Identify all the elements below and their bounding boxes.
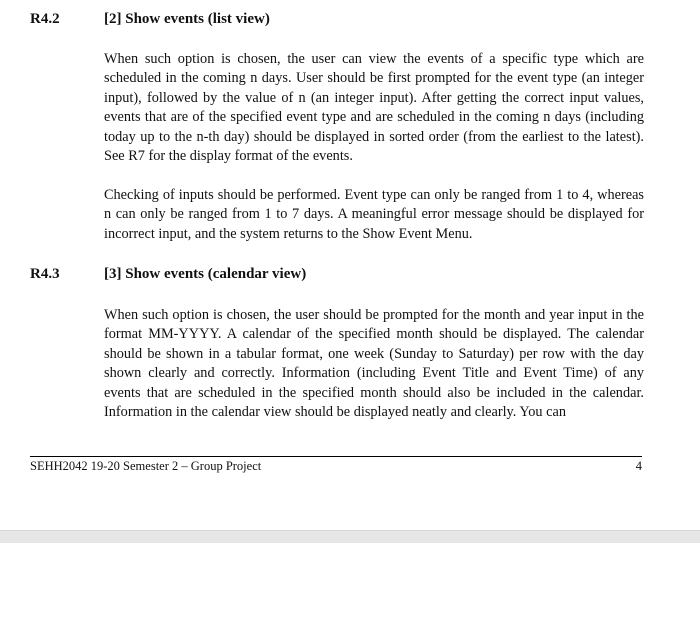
paragraph: When such option is chosen, the user should be prompted for the month and year input in the format MM-YYYY. A calendar of the specified month should be displayed. The calendar should be shown in a tabular format, one week (Sunday to Saturday) per row with the day shown clearly and correctly. Information (including Event Title and Event Time) of any events that are scheduled in the specified month should also be included in the calendar. Information in the calendar view should be displayed neatly and clearly. You can — [104, 307, 644, 421]
page-number: 4 — [635, 459, 642, 473]
page-footer — [30, 456, 642, 474]
paragraph: Checking of inputs should be performed. Event type can only be ranged from 1 to 4, whereas n can only be ranged from 1 to 7 days. A meaningful error message should be displayed for incorrect input, and the system returns to the Show Event Menu. — [104, 187, 644, 242]
paragraph: When such option is chosen, the user can view the events of a specific type which are scheduled in the coming n days. User should be first prompted for the event type (an integer input), followed by the value of n (an integer input). After getting the correct input values, events that are of the specified event type and are scheduled in the coming n days (including today up to the n-th day) should be displayed in sorted order (from the earliest to the latest). See R7 for the display format of the events. — [104, 51, 644, 165]
next-page — [0, 543, 700, 634]
section-title: [3] Show events (calendar view) — [104, 266, 307, 282]
section-number: R4.3 — [30, 266, 60, 282]
section-heading-r4-2 — [30, 11, 270, 28]
page-separator — [0, 530, 700, 544]
section-heading-r4-3 — [30, 266, 306, 283]
section-number: R4.2 — [30, 11, 60, 27]
section-title: [2] Show events (list view) — [104, 11, 270, 27]
footer-text: SEHH2042 19-20 Semester 2 – Group Project — [30, 459, 262, 473]
